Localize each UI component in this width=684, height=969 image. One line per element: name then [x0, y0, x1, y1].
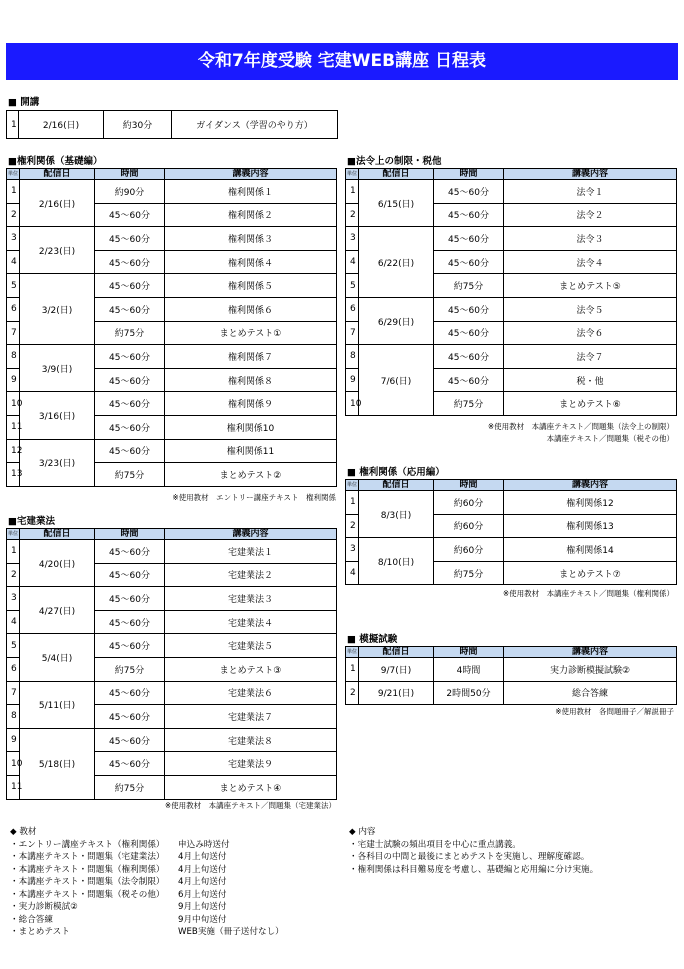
- row-time: 45～60分: [434, 297, 504, 321]
- row-content: 権利関係７: [165, 345, 337, 369]
- row-date: 9/7(日): [359, 658, 434, 682]
- material-item: [10, 926, 284, 939]
- horei-table: [345, 168, 677, 416]
- table-row: [346, 180, 677, 204]
- row-time: 45～60分: [95, 752, 165, 776]
- row-number: 2: [7, 563, 20, 587]
- material-item: [10, 876, 284, 889]
- row-time: 45～60分: [434, 345, 504, 369]
- row-content: 宅建業法５: [165, 634, 337, 658]
- material-item: [10, 889, 284, 902]
- row-number: 6: [7, 657, 20, 681]
- row-number: 6: [7, 297, 20, 321]
- row-content: 権利関係11: [165, 439, 337, 463]
- row-number: 7: [7, 321, 20, 345]
- header-date: 配信日: [20, 529, 95, 540]
- row-content: 権利関係９: [165, 392, 337, 416]
- row-content: 権利関係13: [504, 514, 677, 538]
- row-content: 法令１: [504, 180, 677, 204]
- row-date: 5/18(日): [20, 728, 95, 799]
- material-item: [10, 914, 284, 927]
- material-name: ・本講座テキスト・問題集（権利関係）: [10, 864, 165, 875]
- row-number: 11: [7, 775, 20, 799]
- header-time: 時間: [434, 647, 504, 658]
- contents-list: [349, 826, 598, 876]
- guidance-table: [6, 110, 338, 139]
- header-content: 講義内容: [165, 529, 337, 540]
- row-time: 45～60分: [95, 563, 165, 587]
- row-time: 45～60分: [95, 439, 165, 463]
- table-row: [346, 538, 677, 562]
- table-row: [7, 439, 337, 463]
- row-date: 7/6(日): [359, 345, 434, 416]
- row-time: 約75分: [95, 463, 165, 487]
- row-content: 宅建業法２: [165, 563, 337, 587]
- section-title-kenri-kiso: ■権利関係（基礎編）: [8, 156, 103, 167]
- header-content: 講義内容: [504, 647, 677, 658]
- header-date: 配信日: [359, 647, 434, 658]
- row-number: 1: [7, 111, 19, 139]
- row-number: 5: [7, 634, 20, 658]
- row-time: 約30分: [104, 111, 172, 139]
- row-date: 6/22(日): [359, 227, 434, 298]
- row-time: 45～60分: [434, 203, 504, 227]
- table-row: [7, 540, 337, 564]
- horei-note-1: ※使用教材 本講座テキスト／問題集（法令上の制限）: [487, 422, 674, 431]
- row-time: 約75分: [95, 775, 165, 799]
- table-row: [7, 392, 337, 416]
- material-timing: 9月上旬送付: [178, 902, 227, 912]
- row-content: 法令３: [504, 227, 677, 251]
- kenri-oyo-note: ※使用教材 本講座テキスト／問題集（権利関係）: [502, 589, 674, 598]
- material-timing: WEB実施（冊子送付なし）: [178, 927, 284, 937]
- header-unit: 単位: [346, 169, 359, 180]
- row-time: 45～60分: [95, 297, 165, 321]
- row-number: 2: [346, 203, 359, 227]
- table-row: [346, 658, 677, 682]
- row-content: 権利関係12: [504, 491, 677, 515]
- row-number: 3: [7, 587, 20, 611]
- row-date: 6/15(日): [359, 180, 434, 227]
- row-content: まとめテスト①: [165, 321, 337, 345]
- row-number: 4: [346, 561, 359, 585]
- material-timing: 4月上旬送付: [178, 877, 227, 887]
- row-content: 法令４: [504, 250, 677, 274]
- section-title-horei: ■法令上の制限・税他: [347, 156, 442, 167]
- row-content: 宅建業法４: [165, 610, 337, 634]
- row-content: 宅建業法８: [165, 728, 337, 752]
- row-number: 2: [346, 681, 359, 705]
- row-date: 3/16(日): [20, 392, 95, 439]
- row-date: 2/23(日): [20, 227, 95, 274]
- row-content: 権利関係３: [165, 227, 337, 251]
- material-timing: 4月上旬送付: [178, 864, 227, 875]
- section-title-mogi: ■ 模擬試験: [347, 634, 398, 645]
- row-time: 45～60分: [434, 180, 504, 204]
- row-time: 約60分: [434, 514, 504, 538]
- header-content: 講義内容: [504, 480, 677, 491]
- row-time: 45～60分: [434, 368, 504, 392]
- table-row: [346, 681, 677, 705]
- row-time: 45～60分: [95, 587, 165, 611]
- table-row: [7, 180, 337, 204]
- row-time: 45～60分: [95, 250, 165, 274]
- content-item: ・宅建士試験の頻出項目を中心に重点講義。: [349, 839, 521, 850]
- row-number: 13: [7, 463, 20, 487]
- row-content: ガイダンス（学習のやり方）: [172, 111, 338, 139]
- row-time: 45～60分: [95, 634, 165, 658]
- row-time: 45～60分: [434, 321, 504, 345]
- row-time: 約75分: [434, 274, 504, 298]
- material-timing: 9月中旬送付: [178, 914, 227, 925]
- header-content: 講義内容: [504, 169, 677, 180]
- row-content: 権利関係１: [165, 180, 337, 204]
- header-date: 配信日: [359, 480, 434, 491]
- row-number: 6: [346, 297, 359, 321]
- row-content: 権利関係５: [165, 274, 337, 298]
- table-header: [7, 169, 337, 180]
- row-time: 約60分: [434, 538, 504, 562]
- row-time: 45～60分: [95, 415, 165, 439]
- row-date: 6/29(日): [359, 297, 434, 344]
- row-content: 法令２: [504, 203, 677, 227]
- row-number: 11: [7, 415, 20, 439]
- row-content: 総合答練: [504, 681, 677, 705]
- row-content: 宅建業法９: [165, 752, 337, 776]
- header-unit: 単位: [346, 647, 359, 658]
- row-number: 1: [7, 180, 20, 204]
- row-date: 8/10(日): [359, 538, 434, 585]
- table-header: [346, 480, 677, 491]
- material-timing: 4月上旬送付: [178, 852, 227, 862]
- row-number: 4: [7, 250, 20, 274]
- content-item: ・権利関係は科目難易度を考慮し、基礎編と応用編に分け実施。: [349, 864, 599, 875]
- row-number: 7: [346, 321, 359, 345]
- row-number: 2: [346, 514, 359, 538]
- row-time: 4時間: [434, 658, 504, 682]
- table-row: [7, 587, 337, 611]
- row-number: 12: [7, 439, 20, 463]
- header-time: 時間: [434, 169, 504, 180]
- section-title-guidance: ■ 開講: [8, 97, 40, 108]
- material-timing: 6月上旬送付: [178, 889, 227, 900]
- row-content: 税・他: [504, 368, 677, 392]
- row-time: 45～60分: [434, 227, 504, 251]
- material-name: ・エントリー講座テキスト（権利関係）: [10, 839, 165, 850]
- materials-heading: ◆ 教材: [10, 827, 37, 837]
- table-row: [346, 345, 677, 369]
- header-unit: 単位: [346, 480, 359, 491]
- mogi-note: ※使用教材 各問題冊子／解説冊子: [555, 707, 674, 716]
- table-header: [346, 647, 677, 658]
- row-number: 3: [346, 227, 359, 251]
- row-time: 約90分: [95, 180, 165, 204]
- row-time: 約75分: [434, 561, 504, 585]
- row-number: 9: [7, 728, 20, 752]
- row-date: 2/16(日): [20, 180, 95, 227]
- row-time: 約60分: [434, 491, 504, 515]
- table-row: [346, 491, 677, 515]
- header-unit: 単位: [7, 169, 20, 180]
- row-content: まとめテスト⑦: [504, 561, 677, 585]
- table-row: [7, 227, 337, 251]
- section-title-kenri-oyo: ■ 権利関係（応用編）: [347, 467, 445, 478]
- row-content: まとめテスト④: [165, 775, 337, 799]
- table-row: [7, 681, 337, 705]
- header-time: 時間: [95, 169, 165, 180]
- takken-table: [6, 528, 337, 800]
- material-item: [10, 839, 284, 852]
- table-row: [346, 227, 677, 251]
- row-date: 5/4(日): [20, 634, 95, 681]
- row-time: 45～60分: [95, 274, 165, 298]
- row-number: 5: [7, 274, 20, 298]
- materials-list: [10, 826, 284, 939]
- material-name: ・実力診断模試②: [10, 902, 78, 912]
- table-row: [346, 297, 677, 321]
- row-number: 1: [7, 540, 20, 564]
- row-content: まとめテスト②: [165, 463, 337, 487]
- kenri-kiso-note: ※使用教材 エントリー講座テキスト 権利関係: [172, 493, 336, 502]
- row-date: 5/11(日): [20, 681, 95, 728]
- row-content: まとめテスト③: [165, 657, 337, 681]
- row-content: 権利関係10: [165, 415, 337, 439]
- section-title-takken: ■宅建業法: [8, 516, 55, 527]
- table-row: [7, 728, 337, 752]
- kenri-oyo-table: [345, 479, 677, 585]
- material-item: [10, 864, 284, 877]
- row-number: 8: [7, 345, 20, 369]
- header-date: 配信日: [20, 169, 95, 180]
- row-time: 45～60分: [95, 203, 165, 227]
- row-number: 7: [7, 681, 20, 705]
- row-number: 1: [346, 180, 359, 204]
- row-date: 8/3(日): [359, 491, 434, 538]
- row-content: 宅建業法３: [165, 587, 337, 611]
- row-time: 45～60分: [95, 610, 165, 634]
- table-header: [346, 169, 677, 180]
- material-timing: 申込み時送付: [178, 839, 230, 850]
- row-content: 宅建業法６: [165, 681, 337, 705]
- row-time: 45～60分: [95, 345, 165, 369]
- row-number: 10: [7, 392, 20, 416]
- row-time: 2時間50分: [434, 681, 504, 705]
- row-date: 3/2(日): [20, 274, 95, 345]
- row-time: 45～60分: [95, 728, 165, 752]
- row-number: 4: [346, 250, 359, 274]
- row-number: 5: [346, 274, 359, 298]
- row-time: 45～60分: [434, 250, 504, 274]
- row-number: 1: [346, 658, 359, 682]
- header-content: 講義内容: [165, 169, 337, 180]
- contents-heading: ◆ 内容: [349, 827, 376, 837]
- row-number: 2: [7, 203, 20, 227]
- row-number: 1: [346, 491, 359, 515]
- takken-note: ※使用教材 本講座テキスト／問題集（宅建業法）: [164, 801, 336, 810]
- row-time: 45～60分: [95, 368, 165, 392]
- page-title: 令和7年度受験 宅建WEB講座 日程表: [6, 43, 678, 80]
- row-time: 約75分: [434, 392, 504, 416]
- row-time: 45～60分: [95, 227, 165, 251]
- row-number: 4: [7, 610, 20, 634]
- table-header: [7, 529, 337, 540]
- row-content: 権利関係14: [504, 538, 677, 562]
- row-content: まとめテスト⑥: [504, 392, 677, 416]
- header-date: 配信日: [359, 169, 434, 180]
- material-name: ・総合答練: [10, 914, 53, 925]
- row-content: 法令５: [504, 297, 677, 321]
- row-number: 9: [7, 368, 20, 392]
- row-date: 4/20(日): [20, 540, 95, 587]
- header-time: 時間: [95, 529, 165, 540]
- mogi-table: [345, 646, 677, 705]
- material-name: ・本講座テキスト・問題集（法令制限）: [10, 877, 165, 887]
- table-row: [7, 345, 337, 369]
- row-time: 45～60分: [95, 705, 165, 729]
- row-date: 3/9(日): [20, 345, 95, 392]
- material-name: ・本講座テキスト・問題集（税その他）: [10, 889, 165, 900]
- row-date: 4/27(日): [20, 587, 95, 634]
- row-content: 権利関係２: [165, 203, 337, 227]
- row-date: 2/16(日): [19, 111, 104, 139]
- header-time: 時間: [434, 480, 504, 491]
- row-content: 実力診断模擬試験②: [504, 658, 677, 682]
- row-number: 10: [346, 392, 359, 416]
- table-row: [7, 274, 337, 298]
- row-number: 8: [7, 705, 20, 729]
- row-content: 法令６: [504, 321, 677, 345]
- header-unit: 単位: [7, 529, 20, 540]
- horei-note-2: 本講座テキスト／問題集（税その他）: [546, 434, 674, 443]
- kenri-kiso-table: [6, 168, 337, 487]
- content-item: ・各科目の中間と最後にまとめテストを実施し、理解度確認。: [349, 852, 590, 862]
- row-content: 権利関係８: [165, 368, 337, 392]
- row-time: 約75分: [95, 657, 165, 681]
- material-item: [10, 851, 284, 864]
- row-number: 10: [7, 752, 20, 776]
- row-number: 8: [346, 345, 359, 369]
- material-item: [10, 901, 284, 914]
- row-content: 宅建業法１: [165, 540, 337, 564]
- row-content: 権利関係６: [165, 297, 337, 321]
- row-content: まとめテスト⑤: [504, 274, 677, 298]
- row-number: 9: [346, 368, 359, 392]
- row-time: 45～60分: [95, 392, 165, 416]
- row-content: 権利関係４: [165, 250, 337, 274]
- row-date: 9/21(日): [359, 681, 434, 705]
- row-date: 3/23(日): [20, 439, 95, 486]
- row-time: 45～60分: [95, 681, 165, 705]
- row-time: 45～60分: [95, 540, 165, 564]
- row-time: 約75分: [95, 321, 165, 345]
- row-number: 3: [7, 227, 20, 251]
- material-name: ・まとめテスト: [10, 927, 70, 937]
- row-content: 宅建業法７: [165, 705, 337, 729]
- row-number: 3: [346, 538, 359, 562]
- table-row: [7, 634, 337, 658]
- row-content: 法令７: [504, 345, 677, 369]
- material-name: ・本講座テキスト・問題集（宅建業法）: [10, 852, 165, 862]
